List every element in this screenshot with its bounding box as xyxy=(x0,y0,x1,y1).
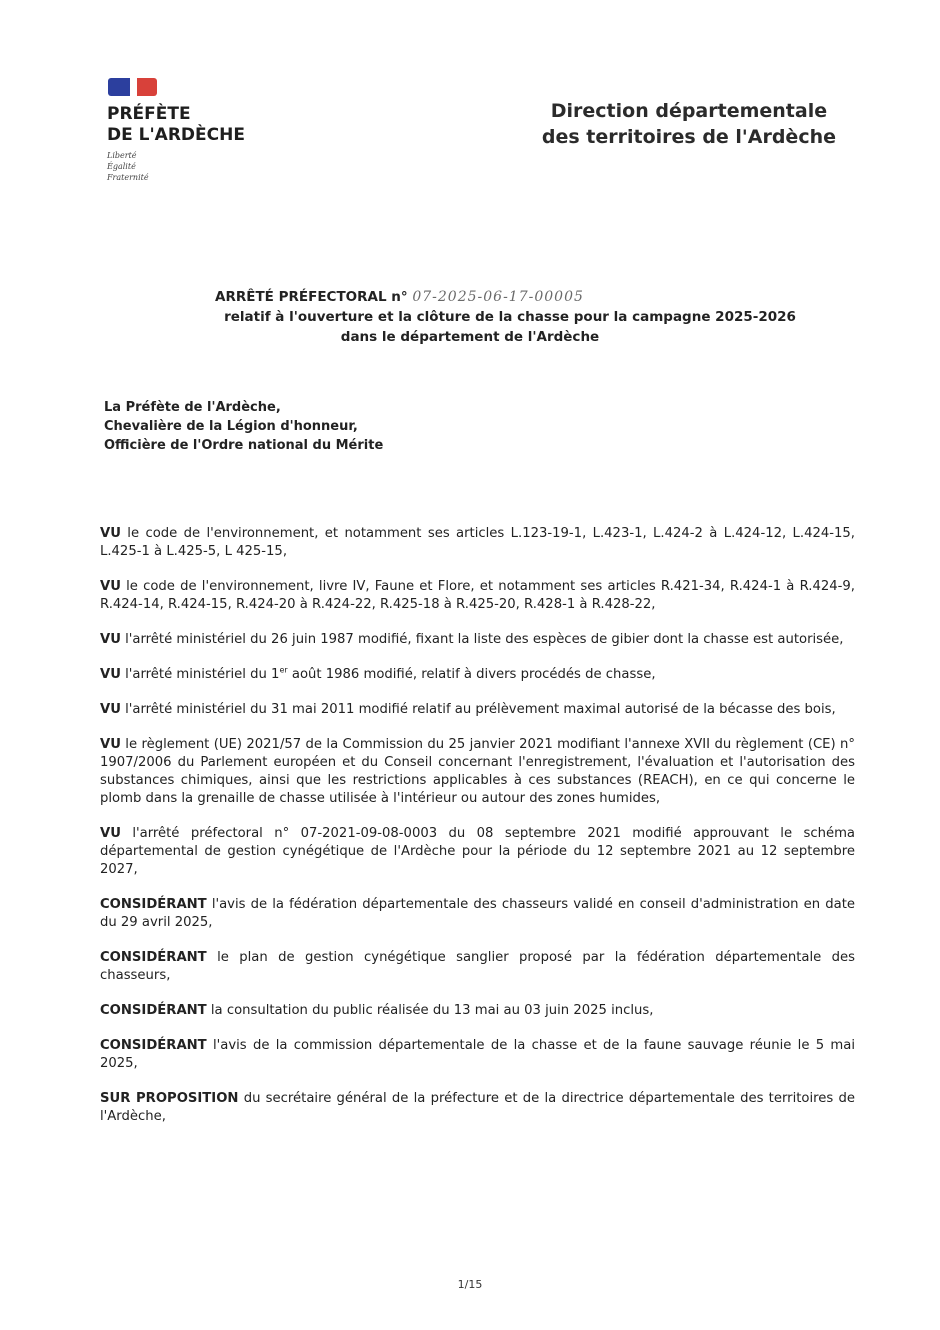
paragraph-text: l'avis de la fédération départementale des chasseurs validé en conseil d'administration en date du 29 avril 2025, xyxy=(100,897,855,930)
motto-egalite: Égalité xyxy=(107,162,136,171)
republic-motto xyxy=(107,150,149,183)
prefect-titles xyxy=(104,398,383,455)
paragraph-text: le règlement (UE) 2021/57 de la Commission du 25 janvier 2021 modifiant l'annexe XVII du règlement (CE) n° 1907/2006 du Parlement européen et du Conseil concernant l'enregistrement, l'évaluation et l'autorisation des substances chimiques, ainsi que les restrictions applicables à ces substances (REACH), en ce qui concerne le plomb dans la grenaille de chasse utilisée à l'intérieur ou autour des zones humides, xyxy=(100,737,855,806)
prefect-line1: La Préfète de l'Ardèche, xyxy=(104,400,281,415)
paragraph-text: l'arrêté ministériel du 1 xyxy=(120,667,280,682)
visa-paragraph xyxy=(100,666,855,684)
flag-blue-band xyxy=(108,78,130,96)
motto-liberte: Liberté xyxy=(107,151,137,160)
considerant-paragraph xyxy=(100,1002,855,1020)
keyword: CONSIDÉRANT xyxy=(100,1003,207,1018)
keyword: CONSIDÉRANT xyxy=(100,1038,207,1053)
issuing-direction xyxy=(542,98,836,150)
visa-paragraph xyxy=(100,736,855,808)
flag-red-band xyxy=(137,78,157,96)
considerant-paragraph xyxy=(100,896,855,932)
keyword: CONSIDÉRANT xyxy=(100,950,207,965)
visa-paragraph xyxy=(100,825,855,879)
keyword: VU xyxy=(100,526,121,541)
visa-paragraph xyxy=(100,578,855,614)
prefecture-line1: PRÉFÈTE xyxy=(107,104,191,124)
keyword: SUR PROPOSITION xyxy=(100,1091,239,1106)
visa-paragraph xyxy=(100,701,855,719)
handwritten-arrete-number: 07-2025-06-17-00005 xyxy=(412,289,584,305)
page-number: 1/15 xyxy=(457,1278,483,1291)
paragraph-text: du secrétaire général de la préfecture et de la directrice départementale des territoires de l'Ardèche, xyxy=(100,1091,855,1124)
paragraph-text: la consultation du public réalisée du 13 mai au 03 juin 2025 inclus, xyxy=(206,1003,654,1018)
prefecture-name xyxy=(107,104,245,146)
visa-paragraph xyxy=(100,525,855,561)
paragraph-text: l'arrêté ministériel du 26 juin 1987 modifié, fixant la liste des espèces de gibier dont la chasse est autorisée, xyxy=(120,632,844,647)
direction-line2: des territoires de l'Ardèche xyxy=(541,126,836,148)
paragraph-text: le code de l'environnement, et notamment ses articles L.123-19-1, L.423-1, L.424-2 à L.424-12, L.424-15, L.425-1 à L.425-5, L 425-15, xyxy=(100,526,855,559)
document-body xyxy=(100,525,855,1143)
considerant-paragraph xyxy=(100,1037,855,1073)
keyword: VU xyxy=(100,667,121,682)
keyword: VU xyxy=(100,826,121,841)
keyword: VU xyxy=(100,702,121,717)
paragraph-text: le plan de gestion cynégétique sanglier proposé par la fédération départementale des chasseurs, xyxy=(100,950,855,983)
title-prefix: ARRÊTÉ PRÉFECTORAL n° xyxy=(215,289,408,305)
paragraph-text: l'arrêté ministériel du 31 mai 2011 modifié relatif au prélèvement maximal autorisé de la bécasse des bois, xyxy=(120,702,836,717)
paragraph-text: l'arrêté préfectoral n° 07-2021-09-08-0003 du 08 septembre 2021 modifié approuvant le schéma départemental de gestion cynégétique de l'Ardèche pour la période du 12 septembre 2021 au 12 septembre 2027, xyxy=(100,826,855,877)
ordinal-superscript: er xyxy=(279,665,288,675)
prefect-line3: Officière de l'Ordre national du Mérite xyxy=(104,438,384,453)
title-line1 xyxy=(0,287,940,307)
considerant-paragraph xyxy=(100,949,855,985)
paragraph-text: l'avis de la commission départementale de la chasse et de la faune sauvage réunie le 5 mai 2025, xyxy=(100,1038,855,1071)
marianne-logo-icon xyxy=(108,78,160,96)
paragraph-text: le code de l'environnement, livre IV, Faune et Flore, et notamment ses articles R.421-34, R.424-1 à R.424-9, R.424-14, R.424-15, R.424-20 à R.424-22, R.425-18 à R.425-20, R.428-1 à R.428-22, xyxy=(100,579,855,612)
proposition-paragraph xyxy=(100,1090,855,1126)
paragraph-text-continued: août 1986 modifié, relatif à divers procédés de chasse, xyxy=(287,667,656,682)
motto-fraternite: Fraternité xyxy=(107,173,149,182)
keyword: VU xyxy=(100,632,121,647)
flag-white-band xyxy=(130,78,137,96)
prefecture-line2: DE L'ARDÈCHE xyxy=(107,125,245,145)
document-title xyxy=(0,287,940,347)
prefect-line2: Chevalière de la Légion d'honneur, xyxy=(104,419,358,434)
keyword: VU xyxy=(100,579,121,594)
title-line3: dans le département de l'Ardèche xyxy=(340,329,600,345)
keyword: CONSIDÉRANT xyxy=(100,897,207,912)
direction-line1: Direction départementale xyxy=(550,100,828,122)
title-line2: relatif à l'ouverture et la clôture de la chasse pour la campagne 2025-2026 xyxy=(224,309,796,325)
visa-paragraph xyxy=(100,631,855,649)
keyword: VU xyxy=(100,737,121,752)
